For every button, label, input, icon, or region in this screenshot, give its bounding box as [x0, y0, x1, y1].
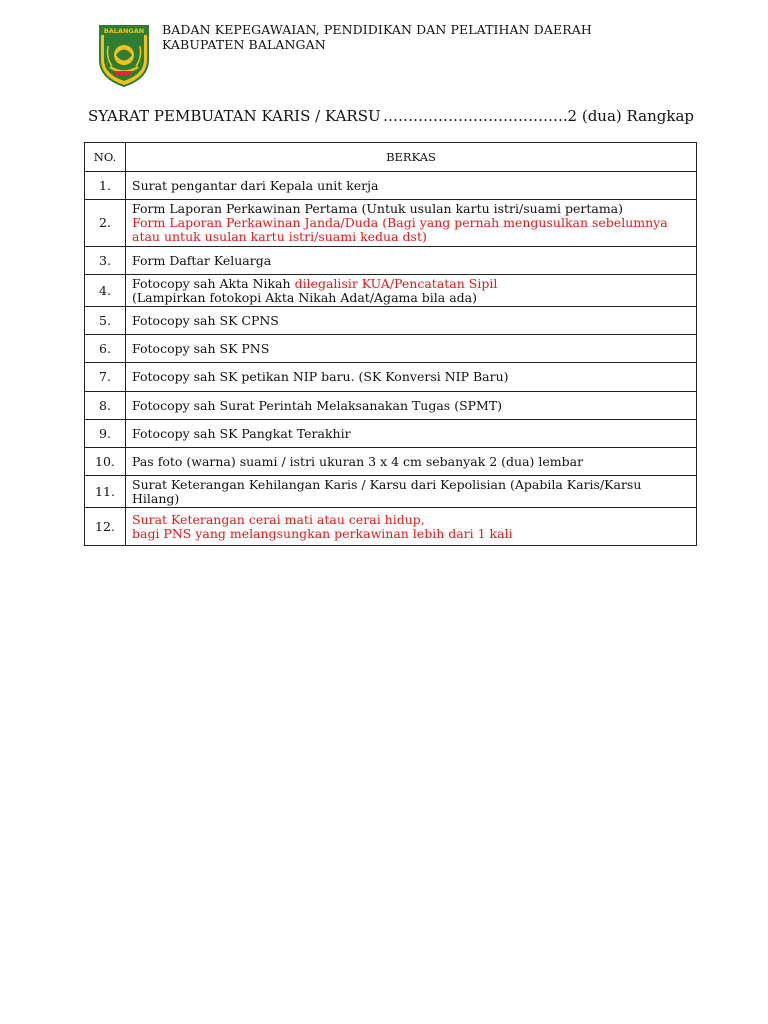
row-berkas	[126, 172, 697, 200]
table-row	[85, 448, 697, 476]
berkas-text: Fotocopy sah Surat Perintah Melaksanakan Tugas (SPMT)	[132, 397, 503, 413]
row-berkas	[126, 508, 697, 546]
row-number: 4.	[85, 275, 126, 307]
table-row	[85, 247, 697, 275]
row-berkas	[126, 392, 697, 420]
row-number: 8.	[85, 392, 126, 420]
table-row	[85, 275, 697, 307]
row-number: 11.	[85, 476, 126, 508]
agency-name	[162, 22, 592, 52]
berkas-text: Fotocopy sah SK CPNS	[132, 312, 279, 328]
berkas-text: dilegalisir KUA/Pencatatan Sipil	[294, 275, 498, 291]
berkas-text: Surat pengantar dari Kepala unit kerja	[132, 177, 379, 193]
table-row	[85, 420, 697, 448]
agency-line-2: KABUPATEN BALANGAN	[162, 37, 326, 52]
document-title	[88, 107, 696, 131]
requirements-table	[84, 142, 697, 546]
row-berkas	[126, 275, 697, 307]
column-header-berkas: BERKAS	[126, 143, 697, 172]
table-header-row	[85, 143, 697, 172]
row-number: 5.	[85, 307, 126, 335]
berkas-text: Form Laporan Perkawinan Janda/Duda (Bagi yang pernah mengusulkan sebelumnya atau untuk usulan kartu istri/suami kedua dst)	[132, 215, 668, 244]
berkas-text: Fotocopy sah SK Pangkat Terakhir	[132, 425, 351, 441]
berkas-text: Form Daftar Keluarga	[132, 252, 272, 268]
row-berkas	[126, 307, 697, 335]
berkas-text: Surat Keterangan cerai mati atau cerai hidup,	[132, 511, 425, 527]
row-number: 9.	[85, 420, 126, 448]
berkas-text: Surat Keterangan Kehilangan Karis / Karsu dari Kepolisian (Apabila Karis/Karsu Hilang)	[132, 476, 642, 506]
row-number: 1.	[85, 172, 126, 200]
row-berkas	[126, 247, 697, 275]
agency-line-1: BADAN KEPEGAWAIAN, PENDIDIKAN DAN PELATIHAN DAERAH	[162, 22, 592, 37]
row-berkas	[126, 476, 697, 508]
balangan-emblem-icon	[96, 22, 152, 88]
berkas-text: Fotocopy sah SK petikan NIP baru. (SK Konversi NIP Baru)	[132, 369, 509, 384]
table-row	[85, 476, 697, 508]
row-number: 10.	[85, 448, 126, 476]
berkas-text: Pas foto (warna) suami / istri ukuran 3 x 4 cm sebanyak 2 (dua) lembar	[132, 453, 584, 469]
row-berkas	[126, 363, 697, 392]
table-row	[85, 392, 697, 420]
berkas-text: (Lampirkan fotokopi Akta Nikah Adat/Agama bila ada)	[132, 289, 478, 305]
title-dots: ……………………………….	[383, 107, 568, 125]
berkas-text: Fotocopy sah SK PNS	[132, 340, 270, 356]
row-number: 7.	[85, 363, 126, 392]
table-row	[85, 508, 697, 546]
row-number: 6.	[85, 335, 126, 363]
title-main: SYARAT PEMBUATAN KARIS / KARSU	[88, 107, 381, 125]
row-berkas	[126, 335, 697, 363]
row-berkas	[126, 448, 697, 476]
row-number: 2.	[85, 200, 126, 247]
column-header-no: NO.	[85, 143, 126, 172]
berkas-text: bagi PNS yang melangsungkan perkawinan lebih dari 1 kali	[132, 525, 513, 541]
berkas-text: Form Laporan Perkawinan Pertama (Untuk usulan kartu istri/suami pertama)	[132, 201, 624, 216]
row-berkas	[126, 420, 697, 448]
row-number: 12.	[85, 508, 126, 546]
berkas-text: Fotocopy sah Akta Nikah	[132, 275, 295, 291]
title-copies: 2 (dua) Rangkap	[567, 107, 694, 125]
logo-text: BALANGAN	[103, 27, 145, 35]
row-number: 3.	[85, 247, 126, 275]
document-header	[96, 22, 696, 88]
row-berkas	[126, 200, 697, 247]
table-row	[85, 200, 697, 247]
table-row	[85, 172, 697, 200]
table-row	[85, 307, 697, 335]
table-row	[85, 335, 697, 363]
table-row	[85, 363, 697, 392]
